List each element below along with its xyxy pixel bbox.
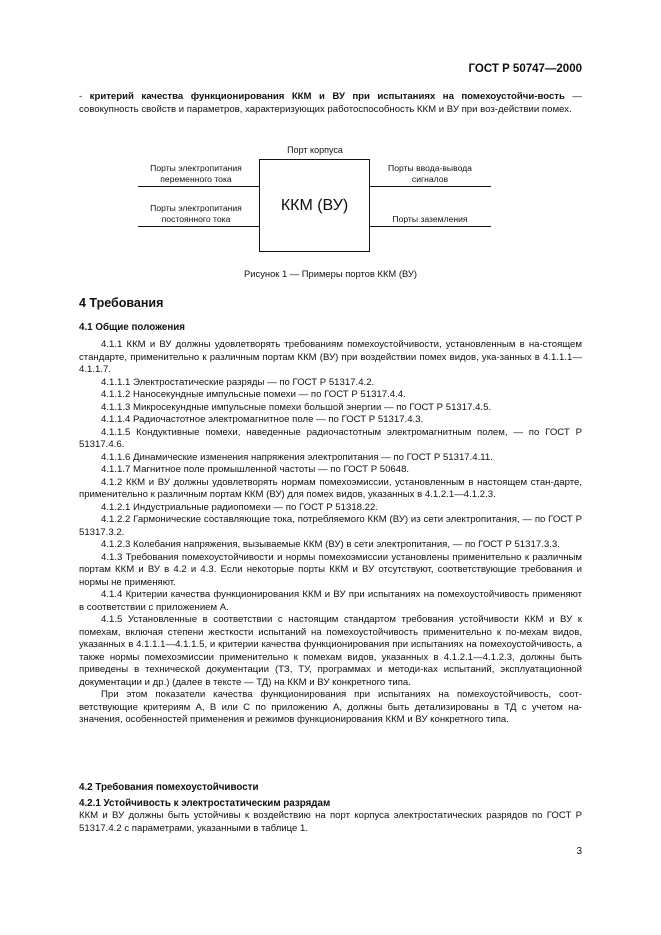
- paragraph-4-1-1-5: 4.1.1.5 Кондуктивные помехи, наведенные радиочастотным электромагнитным полем, — по ГОСТ Р 51317.4.6.: [79, 426, 582, 450]
- dc-power-ports-line1: Порты электропитания: [150, 203, 242, 213]
- io-port-line: [370, 186, 491, 187]
- paragraph-4-1-1-7: 4.1.1.7 Магнитное поле промышленной частоты — по ГОСТ Р 50648.: [101, 464, 410, 475]
- paragraph-4-1-2-1: 4.1.2.1 Индустриальные радиопомехи — по ГОСТ Р 51318.22.: [101, 501, 378, 513]
- ground-ports-label: Порты заземления: [392, 214, 468, 224]
- ground-port-line: [370, 226, 491, 227]
- device-box-label: ККМ (ВУ): [280, 196, 349, 214]
- io-ports-line1: Порты ввода-вывода: [388, 163, 472, 173]
- paragraph-4-1-1-3: 4.1.1.3 Микросекундные импульсные помехи большой энергии — по ГОСТ Р 51317.4.5.: [101, 401, 492, 413]
- paragraph-4-1-1-1: 4.1.1.1 Электростатические разряды — по ГОСТ Р 51317.4.2.: [101, 376, 375, 388]
- paragraph-4-1-2: 4.1.2 ККМ и ВУ должны удовлетворять нормам помехоэмиссии, установленным в настоящем стан-дарте, применительно к различным портам ККМ (ВУ) для помех видов, указанных в 4.1.2.1—4.1.2.3.: [79, 476, 582, 500]
- definition-paragraph: [79, 91, 582, 116]
- port-housing-label: Порт корпуса: [287, 145, 343, 155]
- definition-dash: -: [79, 91, 90, 102]
- paragraph-4-2-1-text: ККМ и ВУ должны быть устойчивы к воздействию на порт корпуса электростатических разрядов по ГОСТ Р 51317.4.2 с параметрами, указанными в таблице 1.: [79, 810, 582, 834]
- io-ports-label: [372, 163, 488, 184]
- section-heading: 4 Требования: [79, 296, 164, 310]
- ac-power-port-line: [138, 186, 259, 187]
- subsection-heading-4-2: 4.2 Требования помехоустойчивости: [79, 782, 259, 793]
- paragraph-4-1-1-2: 4.1.1.2 Наносекундные импульсные помехи — по ГОСТ Р 51317.4.4.: [101, 389, 406, 400]
- paragraph-4-1-3: 4.1.3 Требования помехоустойчивости и нормы помехоэмиссии установлены применительно к различным портам ККМ и ВУ в 4.2 и 4.3. Если некоторые порты ККМ и ВУ отсутствуют, соответствующие требования и нормы не применяют.: [79, 551, 582, 588]
- ac-power-ports-line1: Порты электропитания: [150, 163, 242, 173]
- page-number: 3: [576, 846, 582, 857]
- section-body: [79, 339, 582, 727]
- paragraph-4-1-5: 4.1.5 Установленные в соответствии с настоящим стандартом требования устойчивости ККМ и ВУ к помехам, включая степени жесткости испытаний на помехоустойчивость применительно к по-мехам видов, указанных в 4.1.1.1—4.1.1.5, и критерии качества функционирования при испытаниях на помехоустойчивость, а также нормы помехоэмиссии применительно к помехам видов, указанных в 4.1.2.1—4.1.2.3, должны быть приведены в технической документации (ТЗ, ТУ, программах и методи-ках испытаний, эксплуатационной документации и др.) (далее в тексте — ТД) на ККМ и ВУ конкретного типа.: [79, 614, 582, 688]
- definition-text: — совокупность свойств и параметров, характеризующих работоспособность ККМ и ВУ при воз-действии помех.: [79, 91, 582, 115]
- standard-header: ГОСТ Р 50747—2000: [468, 63, 582, 75]
- paragraph-4-1-1-6: 4.1.1.6 Динамические изменения напряжения электропитания — по ГОСТ Р 51317.4.11.: [101, 451, 493, 463]
- figure-caption: Рисунок 1 — Примеры портов ККМ (ВУ): [244, 268, 417, 279]
- subsection-heading-4-1: 4.1 Общие положения: [79, 322, 186, 333]
- paragraph-4-1-1: 4.1.1 ККМ и ВУ должны удовлетворять требованиям помехоустойчивости, установленным в на-стоящем стандарте, применительно к различным портам ККМ (ВУ) при воздействии помех видов, ука-занных в 4.1.1.1—4.1.1.7.: [79, 339, 582, 375]
- paragraph-4-2-1: [79, 810, 582, 835]
- subsection-heading-4-2-1: 4.2.1 Устойчивость к электростатическим разрядам: [79, 798, 331, 809]
- dc-power-ports-label: [136, 203, 256, 224]
- paragraph-4-1-4: 4.1.4 Критерии качества функционирования ККМ и ВУ при испытаниях на помехоустойчивость применяют в соответствии с приложением А.: [79, 589, 582, 613]
- dc-power-port-line: [138, 226, 259, 227]
- ac-power-ports-line2: переменного тока: [160, 173, 232, 184]
- definition-term: критерий качества функционирования ККМ и ВУ при испытаниях на помехоустойчи-вость: [89, 91, 565, 102]
- paragraph-4-1-2-2: 4.1.2.2 Гармонические составляющие тока, потребляемого ККМ (ВУ) из сети электропитания, — по ГОСТ Р 51317.3.2.: [79, 514, 582, 538]
- paragraph-indicators: При этом показатели качества функционирования при испытаниях на помехоустойчивость, соот-ветствующие критериям А, В или С по приложению А, должны быть детализированы в ТД с учетом на-значения, особенностей применения и режимов функционирования ККМ и ВУ конкретного типа.: [79, 689, 582, 725]
- dc-power-ports-line2: постоянного тока: [161, 213, 231, 224]
- paragraph-4-1-2-3: 4.1.2.3 Колебания напряжения, вызываемые ККМ (ВУ) в сети электропитания, — по ГОСТ Р 51317.3.3.: [101, 539, 560, 550]
- ac-power-ports-label: [136, 163, 256, 184]
- paragraph-4-1-1-4: 4.1.1.4 Радиочастотное электромагнитное поле — по ГОСТ Р 51317.4.3.: [101, 414, 424, 425]
- io-ports-line2: сигналов: [411, 173, 449, 184]
